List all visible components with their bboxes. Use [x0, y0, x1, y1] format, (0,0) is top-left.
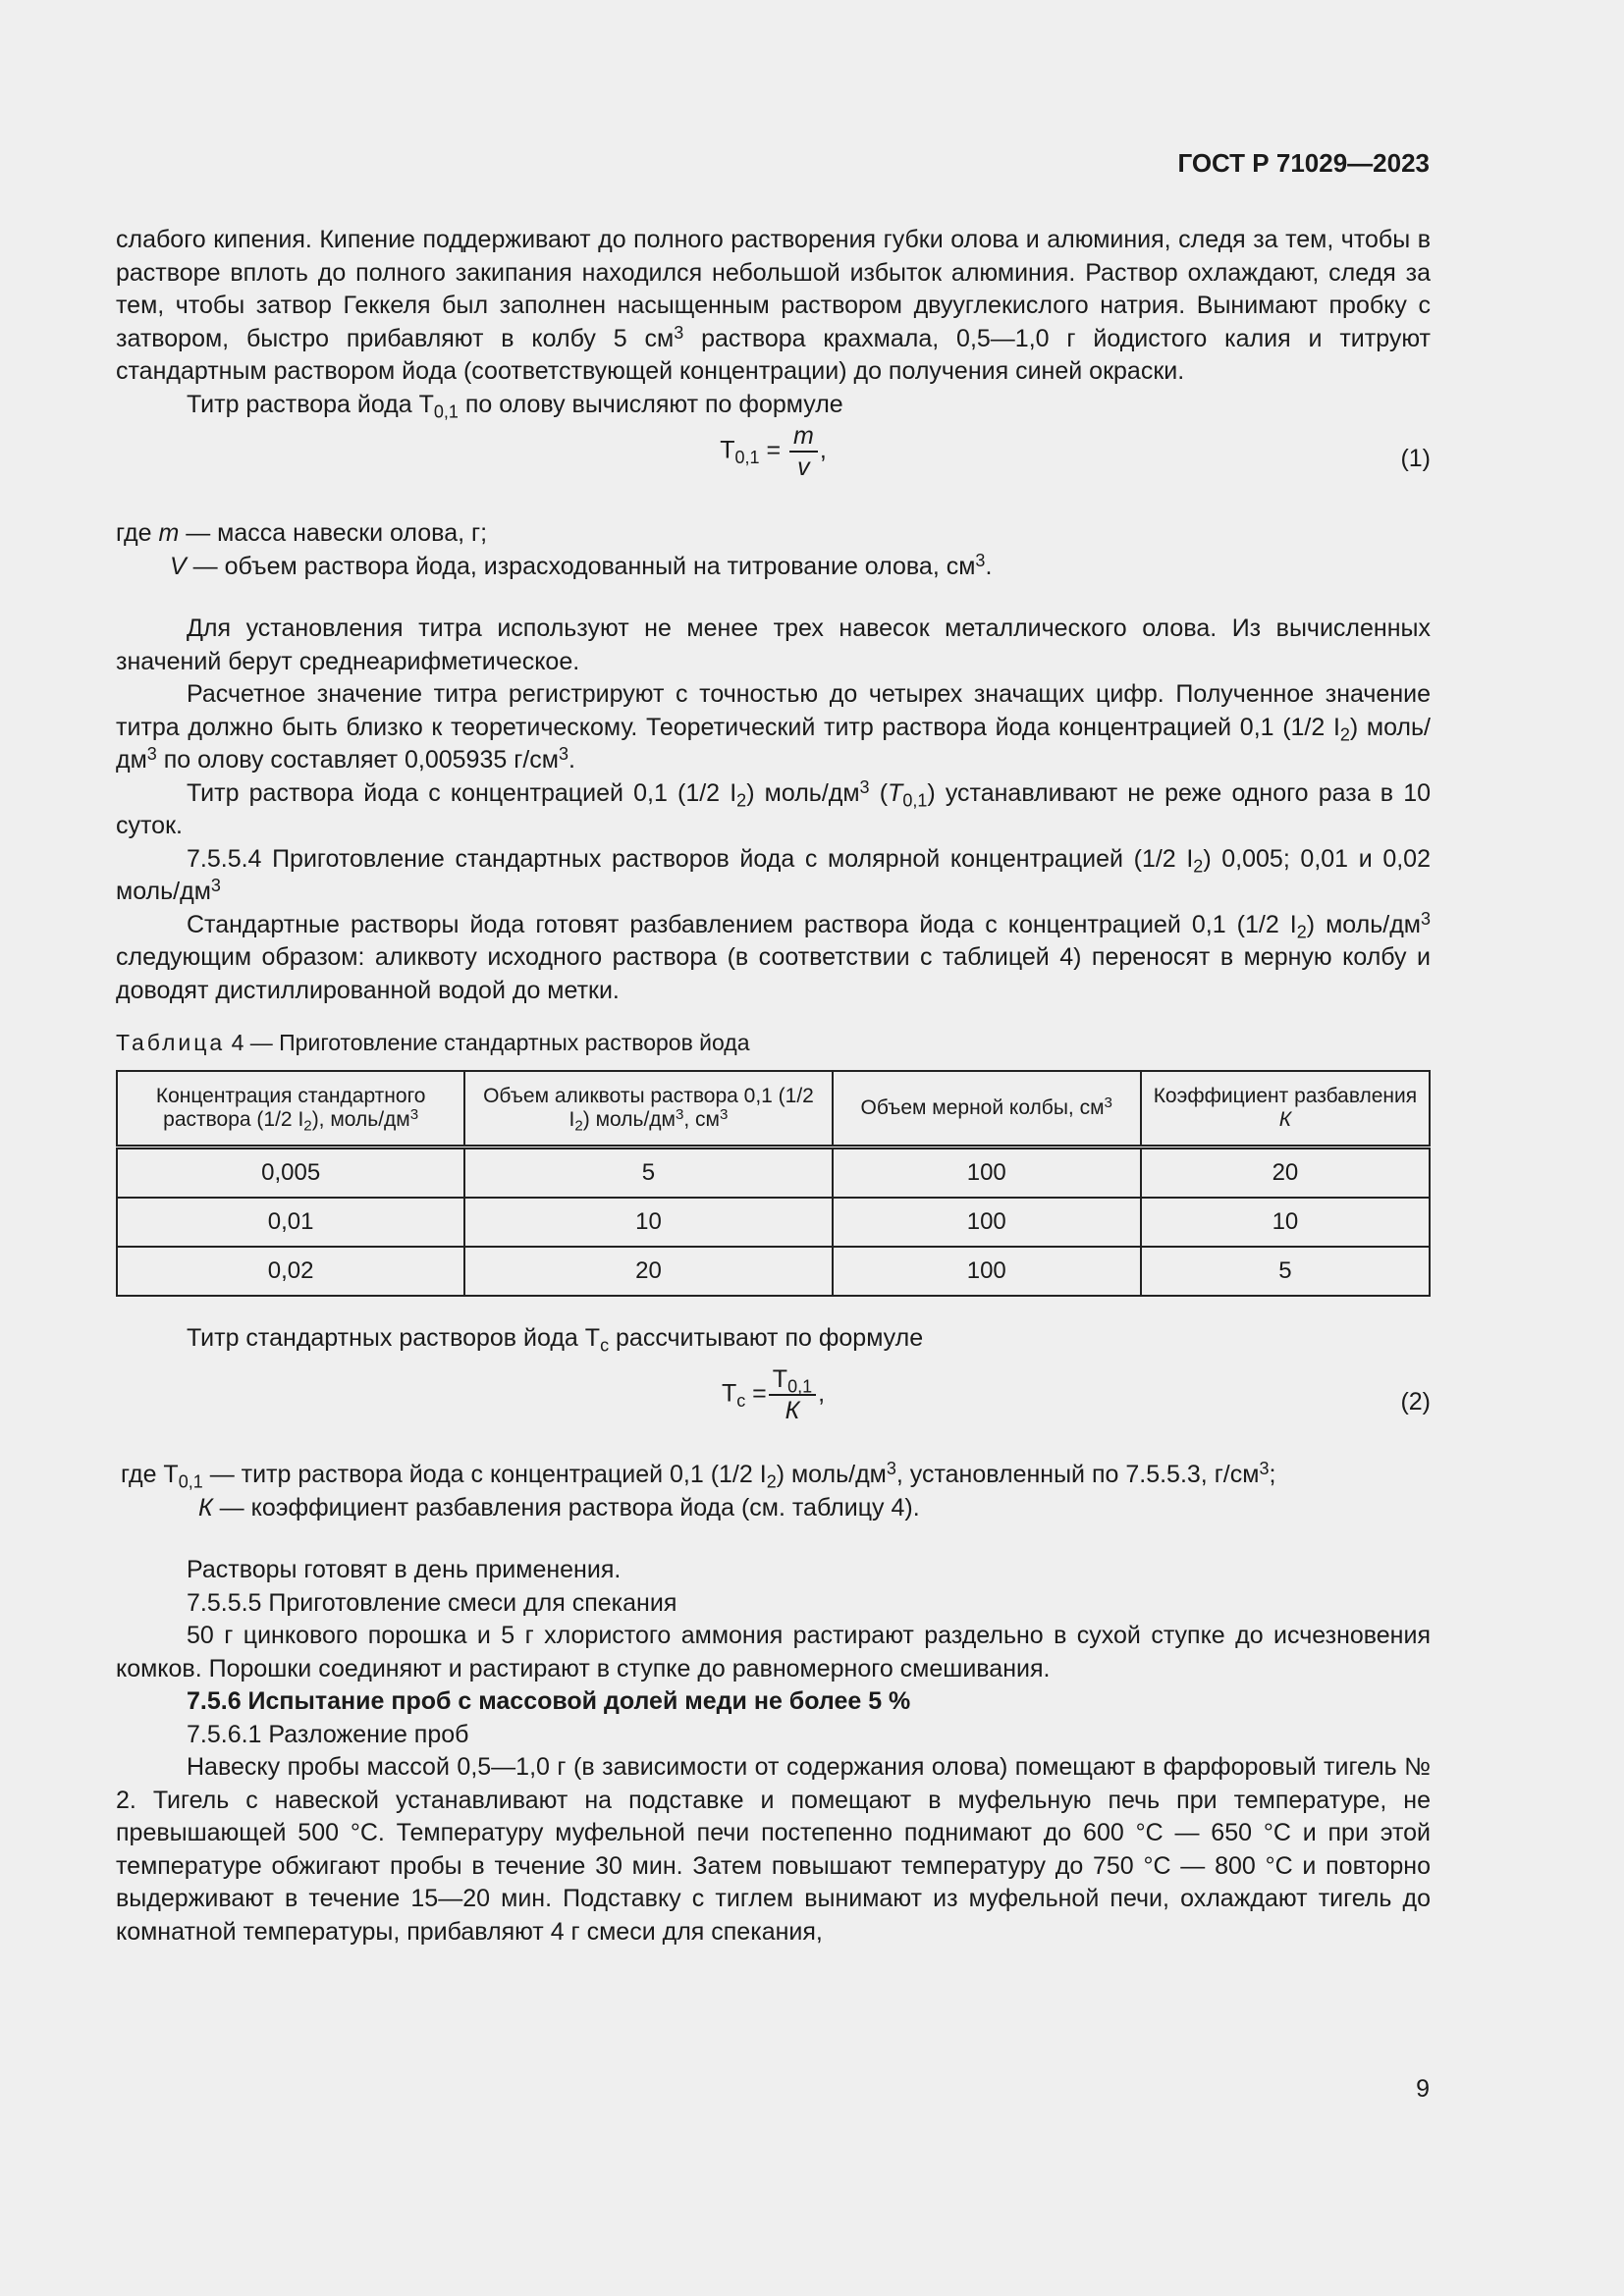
fraction: $\frac{Т_{0,1}}{К}$: [769, 1364, 816, 1425]
section-heading-7-5-5-5: 7.5.5.5 Приготовление смеси для спекания: [187, 1588, 677, 1617]
page-number: 9: [1416, 2075, 1430, 2103]
formula-number: (1): [1400, 445, 1431, 472]
formula-1: $Т_{0,1}$ = $\frac{m}{v}$ , (1): [720, 422, 1431, 481]
column-header: Коэффициент разбавления К: [1141, 1071, 1430, 1148]
document-body: [116, 224, 1431, 1949]
paragraph: Стандартные растворы йода готовят разбавлением раствора йода с концентрацией 0,1 (1/2 $I_2$) моль/$дм^3$ следующим образом: аликвоту исходного раствора (в соответствии с таблицей 4) переносят в мерную колбу и доводят дистиллированной водой до метки.: [116, 908, 1431, 1004]
formula-number: (2): [1400, 1388, 1431, 1415]
paragraph: Растворы готовят в день применения.: [187, 1556, 622, 1583]
table-row: 0,02 20 100 5: [117, 1247, 1430, 1296]
fraction: $\frac{m}{v}$: [789, 421, 818, 482]
paragraph: 50 г цинкового порошка и 5 г хлористого аммония растирают раздельно в сухой ступке до исчезновения комков. Порошки соединяют и растирают в ступке до равномерного смешивания.: [116, 1622, 1431, 1682]
paragraph: Расчетное значение титра регистрируют с точностью до четырех значащих цифр. Полученное значение титра должно быть близко к теоретическому. Теоретический титр раствора йода концентрацией 0,1 (1/2 $I_2$) моль/$дм^3$ по олову составляет 0,005935 $г/см^3$.: [116, 680, 1431, 774]
formula-2: $Т_с$ = $\frac{Т_{0,1}}{К}$ , (2): [721, 1365, 1431, 1424]
column-header: Объем мерной колбы, $см^3$: [833, 1071, 1141, 1148]
formula-1-legend: где m — масса навески олова, г; V — объем раствора йода, израсходованный на титрование олова, $см^3$.: [116, 519, 993, 580]
section-heading-7-5-5-4: 7.5.5.4 Приготовление стандартных растворов йода с молярной концентрацией (1/2 $I_2$) 0,005; 0,01 и 0,02 моль/$дм^3$: [116, 844, 1431, 905]
dilution-table: [116, 1070, 1431, 1297]
paragraph: Навеску пробы массой 0,5—1,0 г (в зависимости от содержания олова) помещают в фарфоровый тигель № 2. Тигель с навеской устанавливают на подставке и помещают в муфельную печь при температуре, не превышающей 500 °С. Температуру муфельной печи постепенно поднимают до 600 °С — 650 °С и при этой температуре обжигают пробы в течение 30 мин. Затем повышают температуру до 750 °С — 800 °С и повторно выдерживают в течение 15—20 мин. Подставку с тиглем вынимают из муфельной печи, охлаждают тигель до комнатной температуры, прибавляют 4 г смеси для спекания,: [116, 1753, 1431, 1946]
paragraph: Титр раствора йода с концентрацией 0,1 (1/2 $I_2$) моль/$дм^3$ $(Т_{0,1})$ устанавливают не реже одного раза в 10 суток.: [116, 776, 1432, 839]
section-heading-7-5-6: 7.5.6 Испытание проб с массовой долей меди не более 5 %: [187, 1687, 911, 1715]
table-caption: Таблица 4 — Приготовление стандартных растворов йода: [116, 1030, 750, 1055]
table-row: 0,005 5 100 20: [117, 1147, 1430, 1198]
column-header: Объем аликвоты раствора 0,1 (1/2 $I_2$) моль/$дм^3$, $см^3$: [464, 1071, 832, 1148]
formula-2-legend: где $Т_{0,1}$ — титр раствора йода с концентрацией 0,1 (1/2 $I_2$) моль/$дм^3$, установленный по 7.5.5.3, $г/см^3$; К — коэффициент разбавления раствора йода (см. таблицу 4).: [121, 1458, 1276, 1522]
table-header-row: [117, 1071, 1430, 1148]
paragraph: Титр раствора йода $Т_{0,1}$ по олову вычисляют по формуле: [187, 390, 843, 421]
paragraph: Титр стандартных растворов йода $Т_с$ рассчитывают по формуле: [187, 1323, 924, 1355]
paragraph: Для установления титра используют не менее трех навесок металлического олова. Из вычисленных значений берут среднеарифметическое.: [116, 614, 1431, 675]
section-heading-7-5-6-1: 7.5.6.1 Разложение проб: [187, 1720, 469, 1748]
document-id-header: ГОСТ Р 71029—2023: [1177, 148, 1430, 178]
column-header: Концентрация стандартного раствора (1/2 $I_2$), моль/$дм^3$: [117, 1071, 464, 1148]
table-row: 0,01 10 100 10: [117, 1198, 1430, 1247]
paragraph: слабого кипения. Кипение поддерживают до полного растворения губки олова и алюминия, следя за тем, чтобы в растворе вплоть до полного закипания находился небольшой избыток алюминия. Раствор охлаждают, следя за тем, чтобы затвор Геккеля был заполнен насыщенным раствором двууглекислого натрия. Вынимают пробку с затвором, быстро прибавляют в колбу 5 $см^3$ раствора крахмала, 0,5—1,0 г йодистого калия и титруют стандартным раствором йода (соответствующей концентрации) до получения синей окраски.: [116, 226, 1431, 385]
